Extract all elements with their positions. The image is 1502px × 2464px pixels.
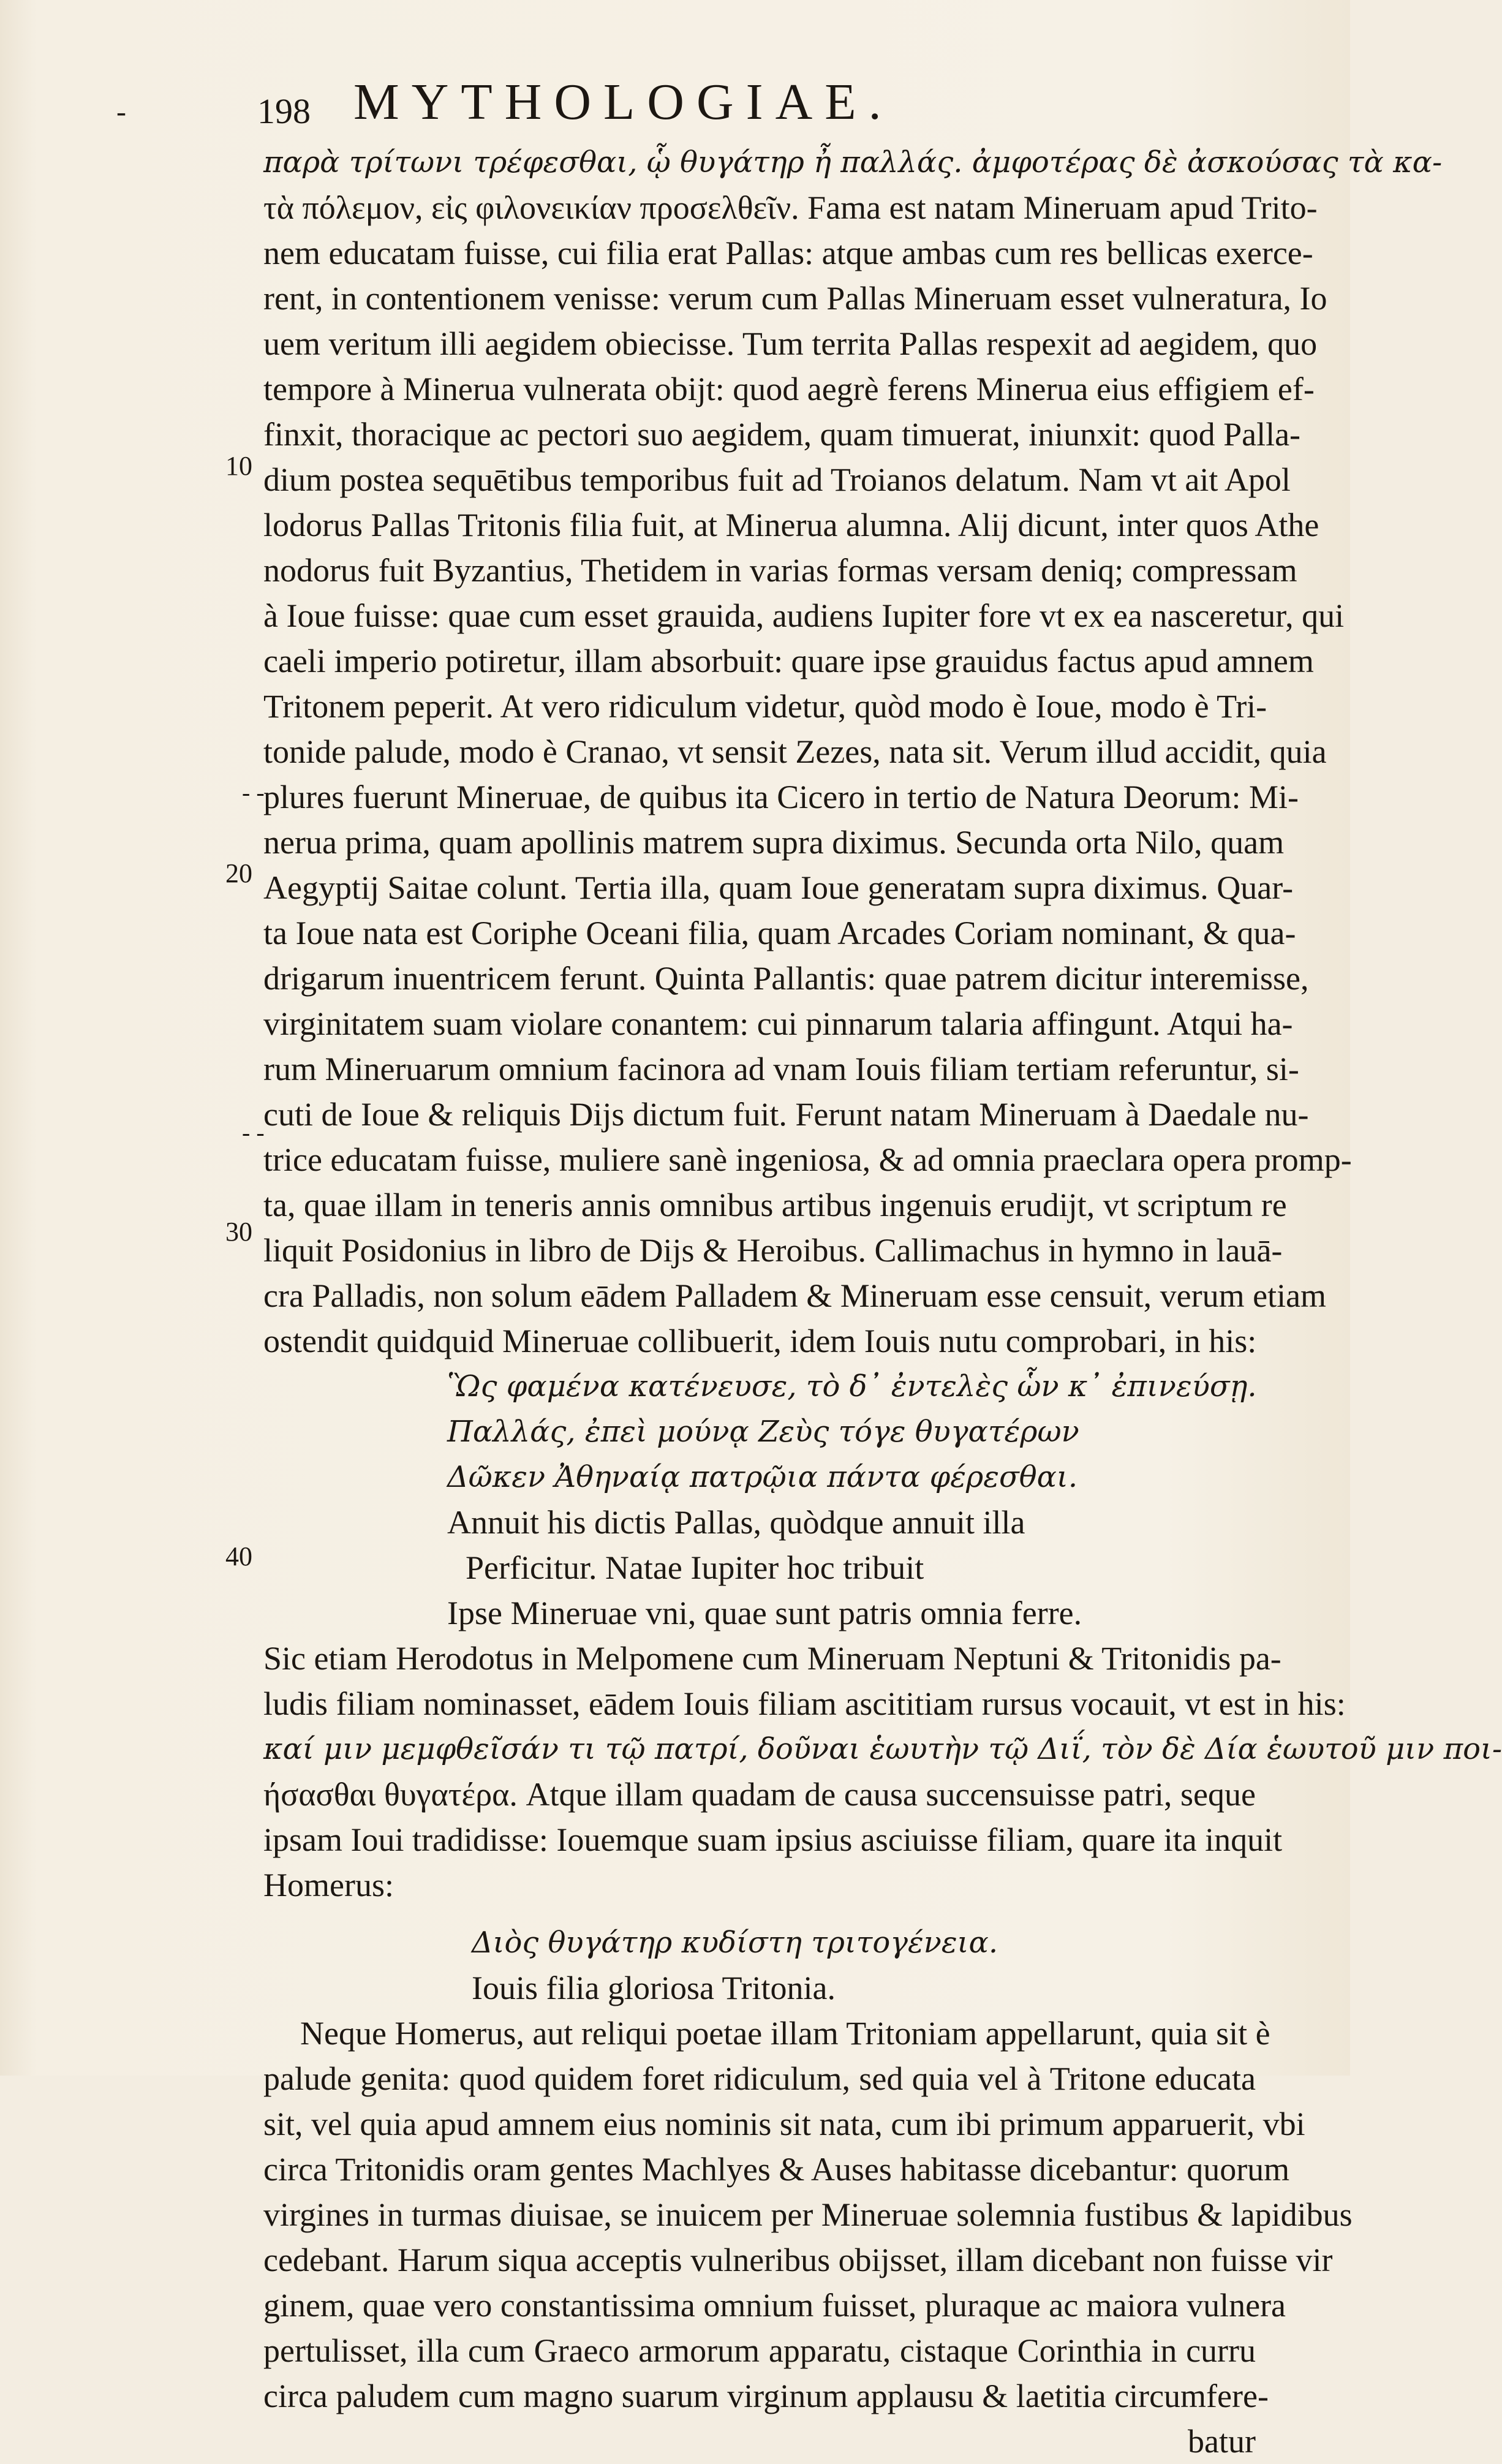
latin-verse: Iouis filia gloriosa Tritonia. [472, 1970, 836, 2006]
text-line: Tritonem peperit. At vero ridiculum videtur, quòd modo è Ioue, modo è Tri- [263, 688, 1267, 725]
text-line: uem veritum illi aegidem obiecisse. Tum territa Pallas respexit ad aegidem, quo [263, 325, 1318, 362]
text-line: παρὰ τρίτωνι τρέφεσθαι, ᾧ θυγάτηρ ἦ παλλάς. ἀμφοτέρας δὲ ἀσκούσας τὰ κα- [263, 145, 1443, 180]
text-line: Homerus: [263, 1867, 394, 1903]
margin-mark: - - [242, 1119, 265, 1146]
greek-verse: Δῶκεν Ἀθηναίᾳ πατρῷια πάντα φέρεσθαι. [447, 1460, 1078, 1494]
text-line: à Ioue fuisse: quae cum esset grauida, audiens Iupiter fore vt ex ea nasceretur, qui [263, 597, 1345, 634]
line-number-20: 20 [225, 858, 252, 888]
text-line: tempore à Minerua vulnerata obijt: quod aegrè ferens Minerua eius effigiem ef- [263, 371, 1315, 407]
text-line: dium postea sequētibus temporibus fuit ad Troianos delatum. Nam vt ait Apol [263, 461, 1291, 498]
margin-dash: - [116, 96, 126, 128]
latin-verse: Perficitur. Natae Iupiter hoc tribuit [466, 1549, 924, 1586]
greek-verse: Ὣς φαμένα κατένευσε, τὸ δ᾽ ἐντελὲς ὧν κ᾽ ἐπινεύσῃ. [447, 1369, 1257, 1404]
text-line: καί μιν μεμφθεῖσάν τι τῷ πατρί, δοῦναι ἑωυτὴν τῷ Διΐ, τὸν δὲ Δία ἑωυτοῦ μιν ποι- [263, 1732, 1502, 1766]
text-line: pertulisset, illa cum Graeco armorum apparatu, cistaque Corinthia in curru [263, 2332, 1256, 2369]
page-number: 198 [257, 91, 311, 131]
text-line: Neque Homerus, aut reliqui poetae illam Tritoniam appellarunt, quia sit è [300, 2015, 1270, 2052]
text-line: circa Tritonidis oram gentes Machlyes & Auses habitasse dicebantur: quorum [263, 2151, 1290, 2188]
body-text [263, 140, 1502, 2464]
text-line: rent, in contentionem venisse: verum cum Pallas Mineruam esset vulneratura, Io [263, 280, 1327, 317]
text-line: plures fuerunt Mineruae, de quibus ita Cicero in tertio de Natura Deorum: Mi- [263, 779, 1299, 815]
text-line: caeli imperio potiretur, illam absorbuit: quare ipse grauidus factus apud amnem [263, 643, 1314, 679]
text-line: ipsam Ioui tradidisse: Iouemque suam ipsius asciuisse filiam, quare ita inquit [263, 1821, 1283, 1858]
text-line: nerua prima, quam apollinis matrem supra diximus. Secunda orta Nilo, quam [263, 824, 1285, 861]
line-number-40: 40 [225, 1541, 252, 1571]
margin-mark: - - [242, 779, 265, 806]
text-line: τὰ πόλεμον, εἰς φιλονεικίαν προσελθεῖν. Fama est natam Mineruam apud Trito- [263, 189, 1318, 226]
text-line: lodorus Pallas Tritonis filia fuit, at Minerua alumna. Alij dicunt, inter quos Athe [263, 507, 1319, 543]
text-line: nem educatam fuisse, cui filia erat Pallas: atque ambas cum res bellicas exerce- [263, 235, 1313, 271]
latin-verse: Ipse Mineruae vni, quae sunt patris omnia ferre. [447, 1595, 1082, 1631]
text-line: ostendit quidquid Mineruae collibuerit, idem Iouis nutu comprobari, in his: [263, 1323, 1257, 1359]
greek-verse: Διὸς θυγάτηρ κυδίστη τριτογένεια. [472, 1925, 998, 1960]
text-line: cedebant. Harum siqua acceptis vulneribus obijsset, illam dicebant non fuisse vir [263, 2242, 1333, 2278]
text-line: nodorus fuit Byzantius, Thetidem in varias formas versam deniq; compressam [263, 552, 1297, 589]
text-line: cra Palladis, non solum eādem Palladem & Mineruam esse censuit, verum etiam [263, 1277, 1327, 1314]
text-line: sit, vel quia apud amnem eius nominis sit nata, cum ibi primum apparuerit, vbi [263, 2106, 1305, 2142]
text-line: liquit Posidonius in libro de Dijs & Heroibus. Callimachus in hymno in lauā- [263, 1232, 1283, 1269]
text-line: ta Ioue nata est Coriphe Oceani filia, quam Arcades Coriam nominant, & qua- [263, 915, 1296, 951]
text-line: ήσασθαι θυγατέρα. Atque illam quadam de causa succensuisse patri, seque [263, 1776, 1256, 1813]
text-line: palude genita: quod quidem foret ridiculum, sed quia vel à Tritone educata [263, 2060, 1256, 2097]
text-line: ginem, quae vero constantissima omnium fuisset, pluraque ac maiora vulnera [263, 2287, 1286, 2324]
text-line: virgines in turmas diuisae, se inuicem per Mineruae solemnia fustibus & lapidibus [263, 2196, 1353, 2233]
line-number-30: 30 [225, 1217, 252, 1247]
text-line: Sic etiam Herodotus in Melpomene cum Mineruam Neptuni & Tritonidis pa- [263, 1640, 1281, 1677]
text-line: finxit, thoracique ac pectori suo aegidem, quam timuerat, iniunxit: quod Palla- [263, 416, 1301, 453]
text-line: drigarum inuentricem ferunt. Quinta Pallantis: quae patrem dicitur interemisse, [263, 960, 1309, 997]
line-number-10: 10 [225, 451, 252, 481]
greek-verse: Παλλάς, ἐπεὶ μούνᾳ Ζεὺς τόγε θυγατέρων [447, 1415, 1079, 1449]
text-line: virginitatem suam violare conantem: cui pinnarum talaria affingunt. Atqui ha- [263, 1005, 1293, 1042]
text-line: cuti de Ioue & reliquis Dijs dictum fuit. Ferunt natam Mineruam à Daedale nu- [263, 1096, 1309, 1133]
text-line: circa paludem cum magno suarum virginum applausu & laetitia circumfere- [263, 2378, 1269, 2414]
text-line: ludis filiam nominasset, eādem Iouis filiam ascititiam rursus vocauit, vt est in his: [263, 1685, 1346, 1722]
text-line: trice educatam fuisse, muliere sanè ingeniosa, & ad omnia praeclara opera promp- [263, 1141, 1352, 1178]
catchword: batur [1188, 2423, 1256, 2460]
page-header [257, 64, 1054, 132]
latin-verse: Annuit his dictis Pallas, quòdque annuit illa [447, 1504, 1025, 1541]
text-line: Aegyptij Saitae colunt. Tertia illa, quam Ioue generatam supra diximus. Quar- [263, 869, 1294, 906]
text-line: ta, quae illam in teneris annis omnibus artibus ingenuis erudijt, vt scriptum re [263, 1187, 1287, 1223]
text-line: rum Mineruarum omnium facinora ad vnam Iouis filiam tertiam referuntur, si- [263, 1051, 1299, 1087]
text-line: tonide palude, modo è Cranao, vt sensit Zezes, nata sit. Verum illud accidit, quia [263, 733, 1327, 770]
running-head: MYTHOLOGIAE. [353, 74, 894, 130]
